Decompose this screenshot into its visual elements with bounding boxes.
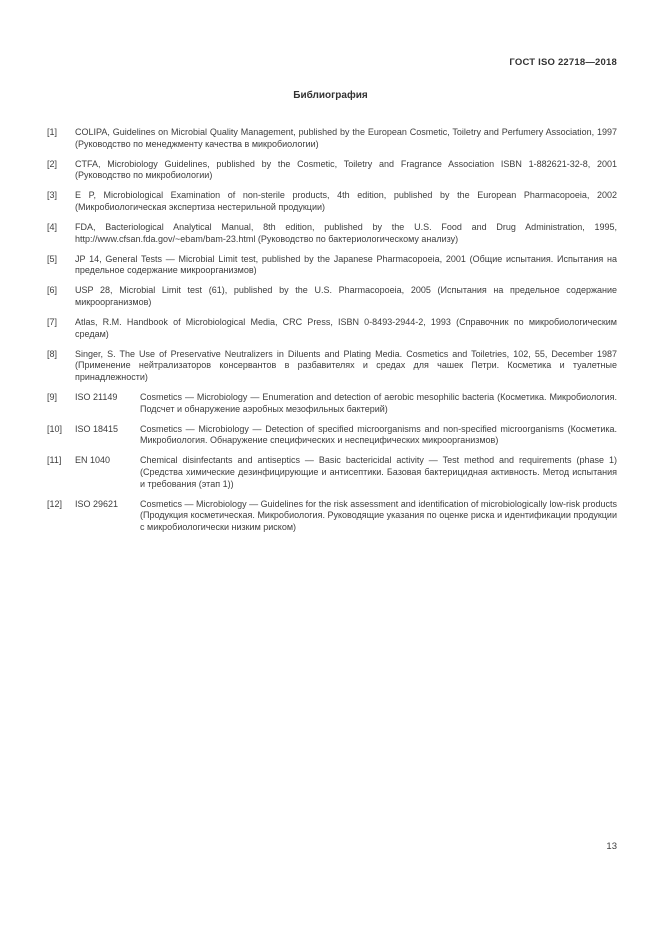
reference-standard-code: EN 1040 <box>75 455 111 466</box>
reference-number: [12] <box>47 498 63 509</box>
reference-item <box>47 424 617 447</box>
reference-standard-code: ISO 21149 <box>75 392 118 403</box>
page-number: 13 <box>606 841 617 852</box>
reference-text: FDA, Bacteriological Analytical Manual, 8th edition, published by the U.S. Food and Drug Administration, 1995, http://www.cfsan.fda.gov/~ebam/bam-23.html (Руководство по бактериологическому анализу) <box>75 222 617 244</box>
reference-number: [3] <box>47 190 58 201</box>
reference-number: [8] <box>47 348 58 359</box>
reference-text: Singer, S. The Use of Preservative Neutralizers in Diluents and Plating Media. Cosmetics and Toiletries, 102, 55, December 1987 (Применение нейтрализаторов консервантов в разбавителях и средах для чашек Петри. Косметика и туалетные принадлежности) <box>75 348 617 382</box>
reference-text: JP 14, General Tests — Microbial Limit test, published by the Japanese Pharmacopoeia, 2001 (Общие испытания. Испытания на предельное содержание микроорганизмов) <box>75 253 617 276</box>
reference-text: Cosmetics — Microbiology — Detection of specified microorganisms and non-specified microorganisms (Косметика. Микробиология. Обнаружение специфических и неспецифических микроорганизмов) <box>140 423 617 446</box>
reference-item <box>47 222 617 245</box>
reference-item <box>47 392 617 415</box>
reference-text: Chemical disinfectants and antiseptics — Basic bactericidal activity — Test method and requirements (phase 1) (Средства химические дезинфицирующие и антисептики. Базовая бактерицидная активность. Метод испытания и требования (этап 1)) <box>140 455 617 489</box>
reference-number: [6] <box>47 285 58 296</box>
reference-standard-code: ISO 29621 <box>75 498 119 509</box>
reference-text: Cosmetics — Microbiology — Enumeration and detection of aerobic mesophilic bacteria (Косметика. Микробиология. Подсчет и обнаружение аэробных мезофильных бактерий) <box>140 392 617 414</box>
reference-text: COLIPA, Guidelines on Microbial Quality Management, published by the European Cosmetic, Toiletry and Perfumery Association, 1997 (Руководство по менеджменту качества в микробиологии) <box>75 127 617 149</box>
reference-number: [11] <box>47 455 62 466</box>
bibliography-title: Библиография <box>293 90 368 101</box>
reference-text: USP 28, Microbial Limit test (61), published by the U.S. Pharmacopoeia, 2005 (Испытания на предельное содержание микроорганизмов) <box>75 285 617 308</box>
reference-number: [7] <box>47 317 58 328</box>
reference-item <box>47 127 617 150</box>
reference-number: [2] <box>47 158 58 169</box>
reference-text: Cosmetics — Microbiology — Guidelines for the risk assessment and identification of microbiologically low-risk products (Продукция косметическая. Микробиология. Руководящие указания по оценке риска и идентификации продукции с микробиологически низким риском) <box>140 498 617 532</box>
reference-text: Atlas, R.M. Handbook of Microbiological Media, CRC Press, ISBN 0-8493-2944-2, 1993 (Справочник по микробиологическим средам) <box>75 317 617 339</box>
reference-standard-code: ISO 18415 <box>75 423 119 434</box>
reference-number: [4] <box>47 222 58 233</box>
reference-item <box>47 159 617 182</box>
reference-text: E P, Microbiological Examination of non-sterile products, 4th edition, published by the European Pharmacopoeia, 2002 (Микробиологическая экспертиза нестерильной продукции) <box>75 190 617 212</box>
reference-item <box>47 190 617 213</box>
reference-item <box>47 499 617 534</box>
reference-item <box>47 349 617 384</box>
reference-item <box>47 317 617 340</box>
reference-number: [10] <box>47 423 63 434</box>
reference-number: [9] <box>47 392 58 403</box>
reference-item <box>47 254 617 277</box>
reference-text: CTFA, Microbiology Guidelines, published by the Cosmetic, Toiletry and Fragrance Association ISBN 1-882621-32-8, 2001 (Руководство по микробиологии) <box>75 158 617 181</box>
document-code: ГОСТ ISO 22718—2018 <box>509 57 617 68</box>
references-list <box>47 127 617 542</box>
reference-number: [5] <box>47 253 58 264</box>
reference-item <box>47 455 617 490</box>
reference-number: [1] <box>47 127 58 137</box>
reference-item <box>47 285 617 308</box>
